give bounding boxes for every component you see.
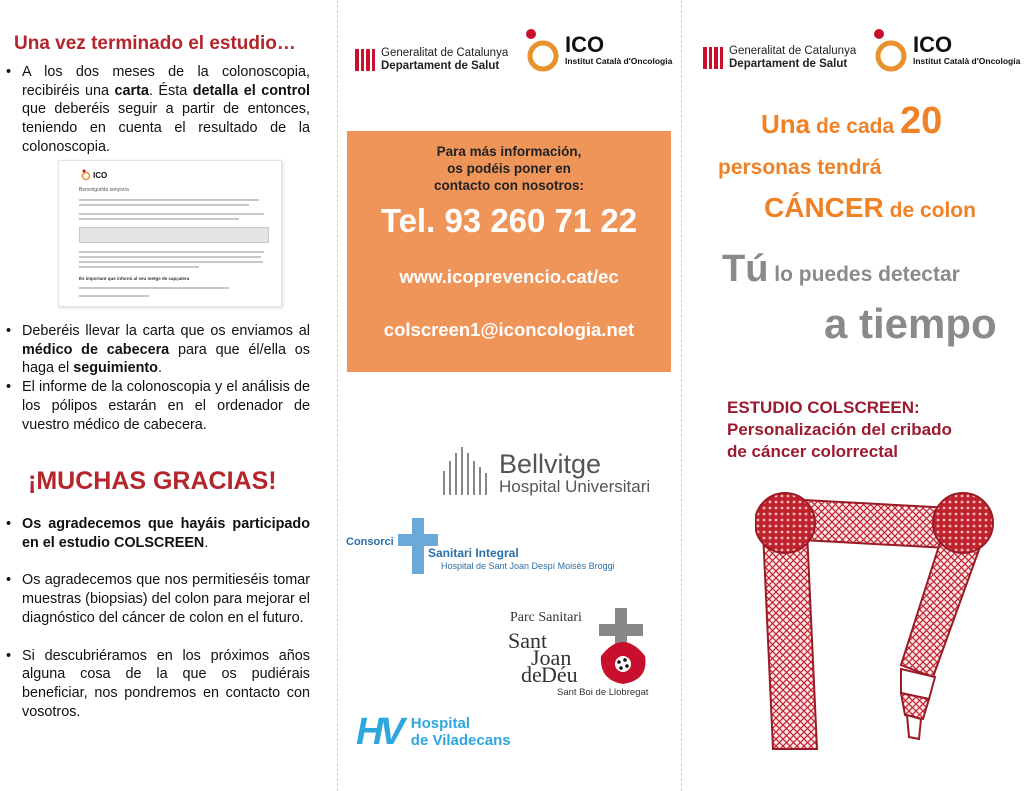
list-item: • El informe de la colonoscopia y el análisis de los pólipos estarán en el ordenador de vuestro médico de cabecera. bbox=[0, 378, 310, 434]
letter-thumbnail bbox=[58, 160, 282, 307]
study-title: ESTUDIO COLSCREEN: Personalización del cribado de cáncer colorrectal bbox=[727, 398, 952, 461]
gencat-flag-icon bbox=[355, 49, 375, 71]
email-link[interactable]: colscreen1@iconcologia.net bbox=[383, 319, 635, 340]
ico-symbol-icon bbox=[523, 28, 561, 72]
list-item: • A los dos meses de la colonoscopia, recibiréis una carta. Ésta detalla el control que deberéis seguir a partir de entonces, teniendo en cuenta el resultado de la colonoscopia. bbox=[0, 63, 310, 157]
letter-logo: ICO bbox=[81, 169, 107, 181]
ico-logo: ICO Institut Català d'Oncologia bbox=[523, 28, 672, 72]
gencat-flag-icon bbox=[703, 47, 723, 69]
section-heading: Una vez terminado el estudio… bbox=[14, 33, 296, 54]
bullet-list-doctor bbox=[0, 322, 310, 434]
bullet-list-letter bbox=[0, 63, 310, 157]
headline-line-4: Tú lo puedes detectar bbox=[722, 248, 960, 290]
psjd-cross-icon bbox=[593, 608, 653, 688]
headline-line-2: personas tendrá bbox=[718, 156, 882, 179]
letter-important: És important que informi al seu metge de capçalera bbox=[79, 276, 190, 281]
hv-mark-icon: HV bbox=[356, 711, 401, 753]
headline-line-3: CÁNCER de colon bbox=[764, 192, 976, 223]
bullet-list-thanks bbox=[0, 515, 310, 721]
psjd-logo: Parc Sanitari Sant Joan de Déu Sant Boi de Llobregat bbox=[505, 608, 665, 700]
headline-line-5: a tiempo bbox=[824, 300, 997, 347]
letter-greeting: Benvolgut/da senyor/a bbox=[79, 187, 129, 193]
phone-number[interactable]: Tel. 93 260 71 22 bbox=[380, 202, 638, 239]
headline-line-1: Una de cada 20 bbox=[761, 100, 943, 142]
bellvitge-bars-icon bbox=[441, 447, 493, 495]
gencat-logo-right: Generalitat de Catalunya Departament de Salut bbox=[703, 45, 856, 71]
ico-mini-icon bbox=[81, 169, 91, 181]
fold-line-2 bbox=[681, 0, 682, 791]
list-item: • Os agradecemos que hayáis participado en el estudio COLSCREEN. bbox=[0, 515, 310, 552]
list-item: • Os agradecemos que nos permitieséis tomar muestras (biopsias) del colon para mejorar el diagnóstico del cáncer de colon en el futuro. bbox=[0, 571, 310, 627]
thanks-heading: ¡MUCHAS GRACIAS! bbox=[28, 467, 277, 495]
ico-symbol-icon bbox=[871, 28, 909, 72]
contact-box bbox=[347, 131, 671, 372]
list-item: • Deberéis llevar la carta que os enviamos al médico de cabecera para que él/ella os haga el seguimiento. bbox=[0, 322, 310, 378]
list-item: • Si descubriéramos en los próximos años alguna cosa de la que os pudiérais beneficiar, nos pondremos en contacto con vosotros. bbox=[0, 647, 310, 722]
fold-line-1 bbox=[337, 0, 338, 791]
ico-logo-right: ICO Institut Català d'Oncologia bbox=[871, 28, 1020, 72]
gencat-logo: Generalitat de Catalunya Departament de Salut bbox=[355, 47, 508, 73]
website-link[interactable]: www.icoprevencio.cat/ec bbox=[399, 266, 619, 287]
colon-illustration bbox=[755, 487, 1005, 757]
bellvitge-logo: Bellvitge Hospital Universitari bbox=[441, 447, 650, 495]
letter-result-box bbox=[79, 227, 269, 243]
viladecans-logo: HV Hospital de Viladecans bbox=[356, 711, 511, 753]
contact-intro: Para más información, os podéis poner en contacto con nosotros: bbox=[433, 144, 584, 193]
